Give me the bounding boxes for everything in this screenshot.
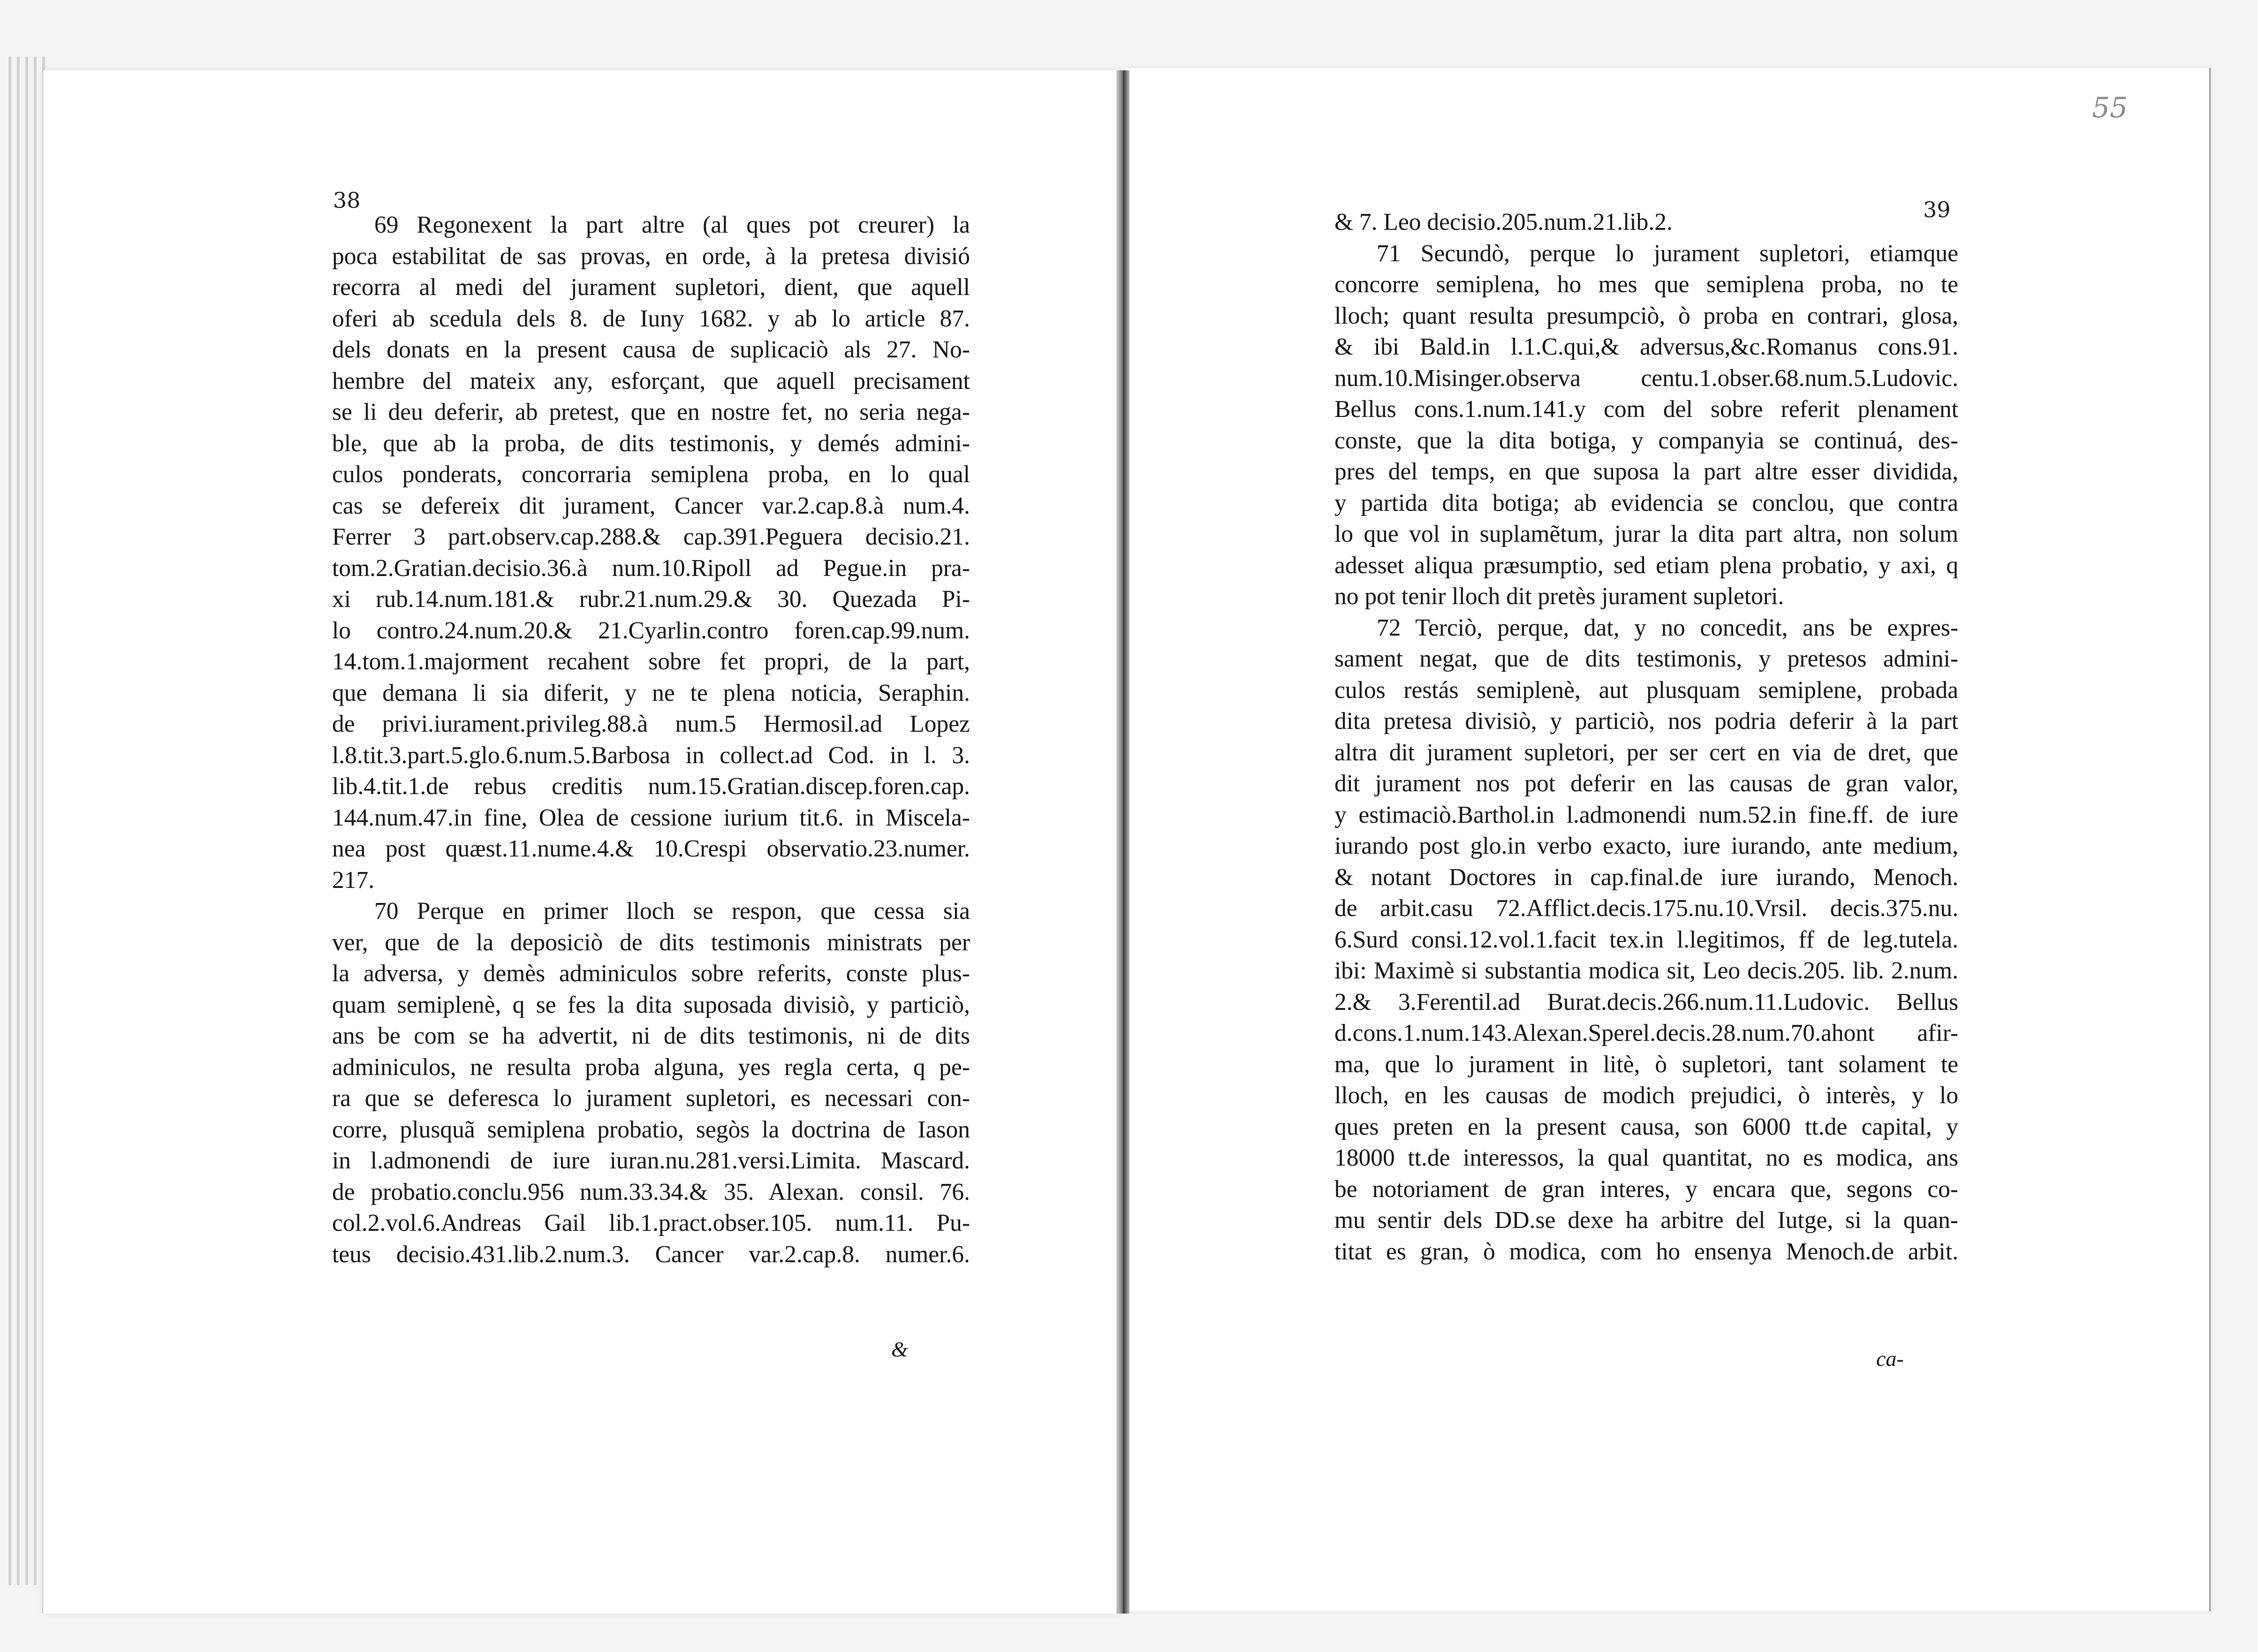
text-line: concorre semiplena, ho mes que semiplena proba, no te: [1334, 271, 1958, 298]
text-line: de privi.iurament.privileg.88.à num.5 Hermosil.ad Lopez: [332, 711, 970, 737]
text-line: ma, que lo jurament in litè, ò supletori, tant solament te: [1334, 1051, 1958, 1078]
book-gutter: [1116, 70, 1129, 1614]
text-line: se li deu deferir, ab pretest, que en nostre fet, no seria nega-: [332, 399, 970, 425]
text-line: lo que vol in suplamẽtum, jurar la dita part altra, non solum: [1334, 521, 1958, 547]
text-line: dit jurament nos pot deferir en las causas de gran valor,: [1334, 770, 1958, 797]
right-page-text: [1334, 207, 1958, 1267]
text-line: 72 Terciò, perque, dat, y no concedit, ans be expres-: [1377, 614, 1958, 641]
text-line: recorra al medi del jurament supletori, dient, que aquell: [332, 274, 970, 301]
text-line: hembre del mateix any, esforçant, que aquell precisament: [332, 367, 970, 394]
left-page-text: [332, 210, 970, 1270]
text-line: 71 Secundò, perque lo jurament supletori, etiamque: [1377, 240, 1958, 267]
text-line: 14.tom.1.majorment recahent sobre fet propri, de la part,: [332, 648, 970, 675]
text-line: lloch, en les causas de modich prejudici, ò interès, y lo: [1334, 1082, 1958, 1109]
text-line: corre, plusquã semiplena probatio, segòs la doctrina de Iason: [332, 1116, 970, 1143]
text-line: 6.Surd consi.12.vol.1.facit tex.in l.legitimos, ff de leg.tutela.: [1334, 926, 1958, 953]
text-line: be notoriament de gran interes, y encara que, segons co-: [1334, 1175, 1958, 1203]
text-line: y estimaciò.Barthol.in l.admonendi num.52.in fine.ff. de iure: [1334, 801, 1958, 828]
right-page-number: 39: [1923, 197, 1951, 222]
text-line: & notant Doctores in cap.final.de iure iurando, Menoch.: [1334, 864, 1958, 891]
text-line: lloch; quant resulta presumpciò, ò proba en contrari, glosa,: [1334, 302, 1958, 329]
text-line: titat es gran, ò modica, com ho ensenya Menoch.de arbit.: [1334, 1238, 1958, 1265]
text-line: conste, que la dita botiga, y companyia se continuá, des-: [1334, 427, 1958, 454]
left-page-number: 38: [333, 188, 361, 213]
left-catchword: &: [891, 1337, 908, 1361]
text-line: que demana li sia diferit, y ne te plena noticia, Seraphin.: [332, 679, 970, 706]
text-line: 2.& 3.Ferentil.ad Burat.decis.266.num.11.Ludovic. Bellus: [1334, 988, 1958, 1015]
text-line: culos restás semiplenè, aut plusquam semiplene, probada: [1334, 676, 1958, 704]
text-line: ra que se deferesca lo jurament supletori, es necessari con-: [332, 1085, 970, 1112]
text-line: in l.admonendi de iure iuran.nu.281.versi.Limita. Mascard.: [332, 1147, 970, 1174]
text-line: quam semiplenè, q se fes la dita suposada divisiò, y particiò,: [332, 991, 970, 1018]
text-line: d.cons.1.num.143.Alexan.Sperel.decis.28.num.70.ahont afir-: [1334, 1020, 1958, 1046]
text-line: cas se defereix dit jurament, Cancer var.2.cap.8.à num.4.: [332, 492, 970, 519]
text-line: ques preten en la present causa, son 6000 tt.de capital, y: [1334, 1113, 1958, 1140]
text-line: de probatio.conclu.956 num.33.34.& 35. Alexan. consil. 76.: [332, 1178, 970, 1205]
text-line: oferi ab scedula dels 8. de Iuny 1682. y ab lo article 87.: [332, 305, 970, 332]
text-line: adesset aliqua præsumptio, sed etiam plena probatio, y axi, q: [1334, 552, 1958, 579]
text-line: xi rub.14.num.181.& rubr.21.num.29.& 30. Quezada Pi-: [332, 586, 970, 613]
text-line: col.2.vol.6.Andreas Gail lib.1.pract.obser.105. num.11. Pu-: [332, 1210, 970, 1236]
text-line: Ferrer 3 part.observ.cap.288.& cap.391.Peguera decisio.21.: [332, 523, 970, 550]
text-line: tom.2.Gratian.decisio.36.à num.10.Ripoll ad Pegue.in pra-: [332, 554, 970, 582]
text-line: 70 Perque en primer lloch se respon, que cessa sia: [374, 898, 970, 925]
text-line: 217.: [332, 866, 375, 894]
text-line: num.10.Misinger.observa centu.1.obser.68.num.5.Ludovic.: [1334, 364, 1958, 392]
text-line: nea post quæst.11.nume.4.& 10.Crespi observatio.23.numer.: [332, 835, 970, 862]
text-line: Bellus cons.1.num.141.y com del sobre referit plenament: [1334, 396, 1958, 423]
text-line: lib.4.tit.1.de rebus creditis num.15.Gratian.discep.foren.cap.: [332, 773, 970, 800]
text-line: ibi: Maximè si substantia modica sit, Leo decis.205. lib. 2.num.: [1334, 957, 1958, 984]
text-line: dels donats en la present causa de suplicaciò als 27. No-: [332, 336, 970, 363]
text-line: lo contro.24.num.20.& 21.Cyarlin.contro foren.cap.99.num.: [332, 617, 970, 644]
text-line: adminiculos, ne resulta proba alguna, yes regla certa, q pe-: [332, 1053, 970, 1081]
text-line: poca estabilitat de sas provas, en orde, à la pretesa divisió: [332, 242, 970, 270]
text-line: dita pretesa divisiò, y particiò, nos podria deferir à la part: [1334, 708, 1958, 735]
text-line: culos ponderats, concorraria semiplena proba, en lo qual: [332, 461, 970, 488]
text-line: & ibi Bald.in l.1.C.qui,& adversus,&c.Romanus cons.91.: [1334, 333, 1958, 360]
text-line: teus decisio.431.lib.2.num.3. Cancer var.2.cap.8. numer.6.: [332, 1241, 970, 1268]
text-line: altra dit jurament supletori, per ser cert en via de dret, que: [1334, 739, 1958, 766]
text-line: ver, que de la deposiciò de dits testimonis ministrats per: [332, 929, 970, 956]
text-line: l.8.tit.3.part.5.glo.6.num.5.Barbosa in collect.ad Cod. in l. 3.: [332, 742, 970, 769]
text-line: mu sentir dels DD.se dexe ha arbitre del Iutge, si la quan-: [1334, 1207, 1958, 1234]
text-line: no pot tenir lloch dit pretès jurament supletori.: [1334, 583, 1784, 610]
text-line: iurando post glo.in verbo exacto, iure iurando, ante medium,: [1334, 833, 1958, 859]
text-line: de arbit.casu 72.Afflict.decis.175.nu.10.Vrsil. decis.375.nu.: [1334, 895, 1958, 922]
text-line: ble, que ab la proba, de dits testimonis, y demés admini-: [332, 430, 970, 457]
text-line: 69 Regonexent la part altre (al ques pot creurer) la: [374, 212, 970, 238]
text-line: pres del temps, en que suposa la part altre esser dividida,: [1334, 458, 1958, 485]
text-line: ans be com se ha advertit, ni de dits testimonis, ni de dits: [332, 1023, 970, 1049]
right-catchword: ca-: [1876, 1347, 1904, 1371]
text-line: la adversa, y demès adminiculos sobre referits, conste plus-: [332, 960, 970, 987]
text-line: sament negat, que de dits testimonis, y pretesos admini-: [1334, 645, 1958, 672]
text-line: y partida dita botiga; ab evidencia se conclou, que contra: [1334, 489, 1958, 516]
text-line: 18000 tt.de interessos, la qual quantitat, no es modica, ans: [1334, 1144, 1958, 1171]
folio-number: 55: [2092, 91, 2128, 124]
text-line: & 7. Leo decisio.205.num.21.lib.2.: [1334, 209, 1673, 235]
text-line: 144.num.47.in fine, Olea de cessione iurium tit.6. in Miscela-: [332, 804, 970, 831]
